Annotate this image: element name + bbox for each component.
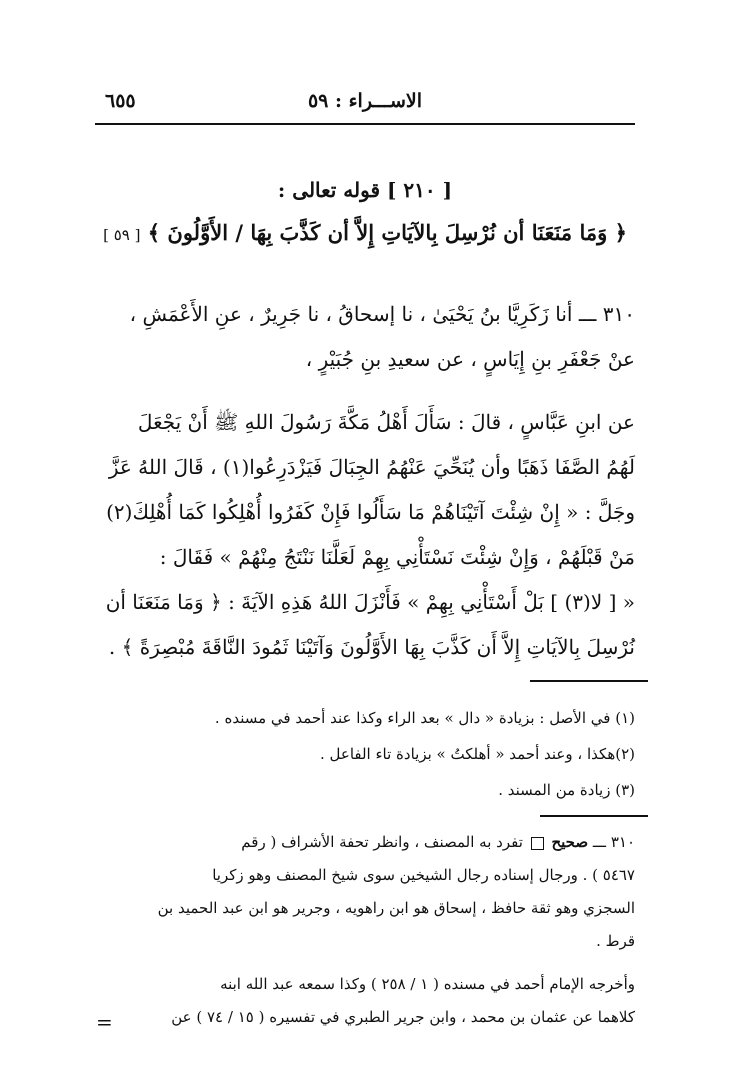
takhrij-line: السجزي وهو ثقة حافظ ، إسحاق هو ابن راهويه ، وجرير هو ابن عبد الحميد بن [157, 899, 635, 917]
footnotes [95, 700, 635, 808]
grade-label: صحيح [551, 833, 589, 851]
takhrij-line [95, 826, 635, 859]
verse-ref: [ ٥٩ ] [103, 226, 141, 244]
footnote: (١) في الأصل : بزيادة « دال » بعد الراء وكذا عند أحمد في مسنده . [214, 709, 635, 727]
section-heading: [ ٢١٠ ] قوله تعالى : [277, 178, 453, 202]
footnote-rule [530, 680, 648, 682]
takhrij-line: كلاهما عن عثمان بن محمد ، وابن جرير الطبري في تفسيره ( ١٥ / ٧٤ ) عن [171, 1008, 635, 1026]
matn-line: وجَلَّ : « إِنْ شِئْتَ آتَيْنَاهُمْ مَا سَأَلُوا فَإِنْ كَفَرُوا أُهْلِكُوا كَمَا أُهْلِكَ(٢) [106, 500, 635, 524]
page-number: ٦٥٥ [105, 90, 136, 112]
isnad [95, 292, 635, 382]
verse-text: ﴿ وَمَا مَنَعَنَا أن نُرْسِلَ بِالآيَاتِ إِلاَّ أن كَذَّبَ بِهَا / الأَوَّلُونَ ﴾ [147, 220, 627, 245]
hadith-number: ٣١٠ ـــ [592, 833, 635, 851]
footnote: (٢)هكذا ، وعند أحمد « أهلكتُ » بزيادة تاء الفاعل . [319, 745, 635, 763]
annotation-rule [540, 815, 648, 817]
matn-line: « [ لا(٣) ] بَلْ أَسْتَأْنِي بِهِمْ » فَأَنْزَلَ اللهُ هَذِهِ الآيَةَ : ﴿ وَمَا مَنَعَنَا أن [105, 590, 635, 614]
takhrij-paragraph-2 [95, 968, 635, 1034]
quran-verse [95, 220, 635, 245]
continuation-mark: = [96, 1010, 113, 1034]
takhrij-line: ٥٤٦٧ ) . ورجال إسناده رجال الشيخين سوى شيخ المصنف وهو زكريا [212, 866, 635, 884]
square-icon [531, 837, 544, 850]
header-rule [95, 123, 635, 125]
matn-line: عن ابنِ عَبَّاسٍ ، قالَ : سَأَلَ أَهْلُ مَكَّةَ رَسُولَ اللهِ ﷺ أَنْ يَجْعَلَ [137, 410, 635, 434]
matn-line: لَهُمُ الصَّفَا ذَهَبًا وأن يُنَحِّيَ عَنْهُمُ الجِبَالَ فَيَزْدَرِعُوا(١) ، قَالَ اللهُ عَزَّ [108, 455, 635, 479]
matn-line: نُرْسِلَ بِالآيَاتِ إِلاَّ أَن كَذَّبَ بِهَا الأَوَّلُونَ وَآتَيْنَا ثَمُودَ النَّاقَةَ مُبْصِرَةً ﴾ . [108, 635, 635, 659]
takhrij [95, 826, 635, 958]
takhrij-line: قرط . [596, 932, 635, 950]
header-title: الاســـراء : ٥٩ [307, 90, 423, 112]
matn-line: مَنْ قَبْلَهُمْ ، وَإِنْ شِئْتَ نَسْتَأْنِي بِهِمْ لَعَلَّنَا نَنْتَجُ مِنْهُمْ » فَقَالَ : [159, 545, 635, 569]
footnote: (٣) زيادة من المسند . [498, 781, 635, 799]
matn [95, 400, 635, 670]
isnad-line: ٣١٠ ـــ أنا زَكَرِيَّا بنُ يَحْيَىٰ ، نا إسحاقُ ، نا جَرِيرٌ ، عنِ الأَعْمَشِ ، [129, 302, 635, 326]
isnad-line: عنْ جَعْفَرِ بنِ إِيَاسٍ ، عن سعيدِ بنِ جُبَيْرٍ ، [305, 347, 635, 371]
running-header [95, 88, 635, 118]
takhrij-text: تفرد به المصنف ، وانظر تحفة الأشراف ( رقم [241, 833, 523, 851]
takhrij-line: وأخرجه الإمام أحمد في مسنده ( ١ / ٢٥٨ ) وكذا سمعه عبد الله ابنه [220, 975, 635, 993]
